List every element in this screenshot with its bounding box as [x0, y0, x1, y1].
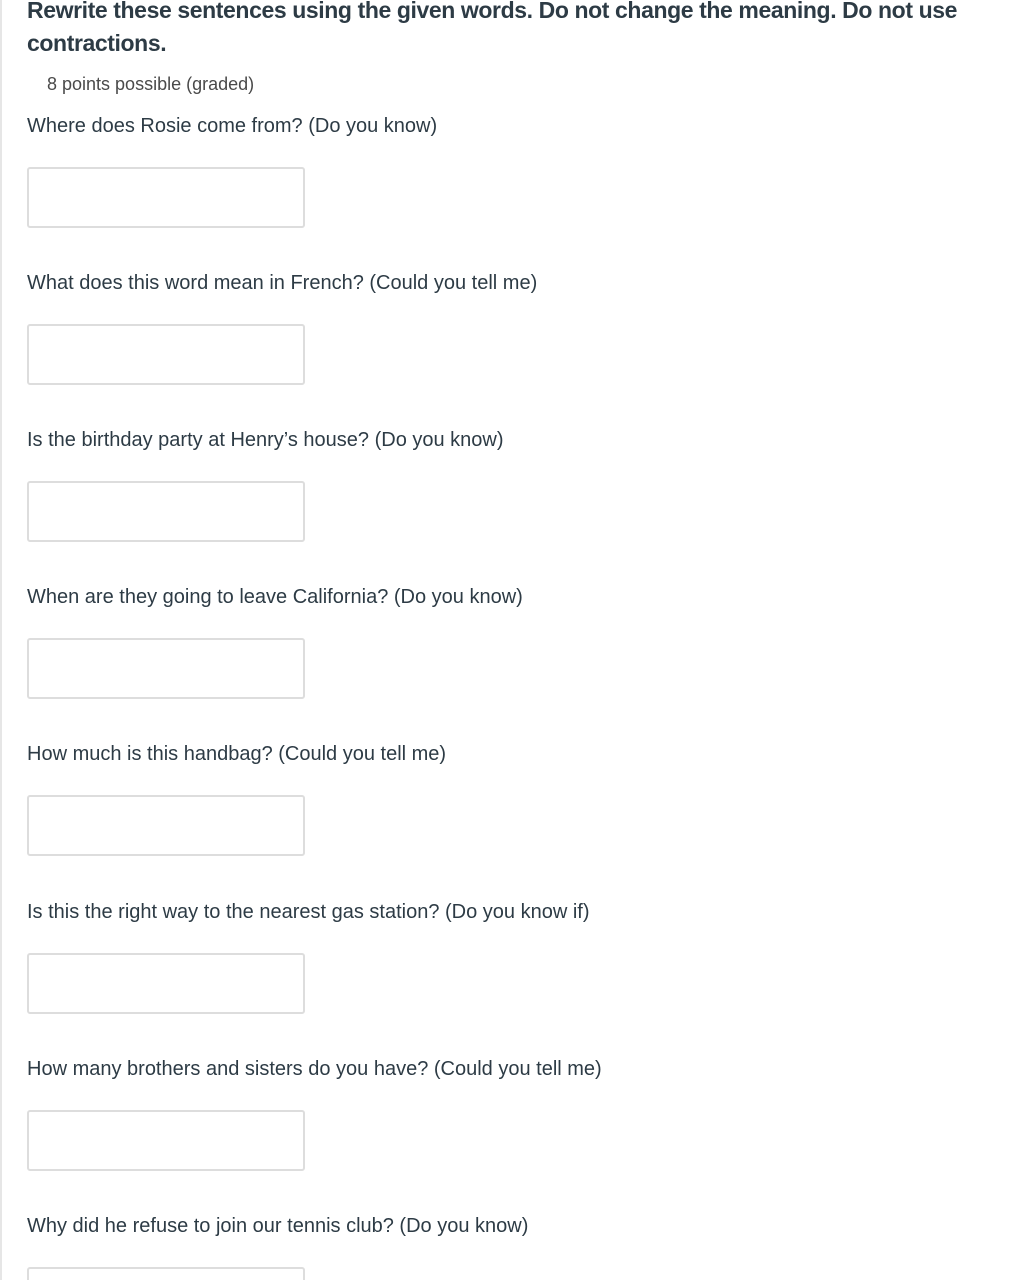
question-4: [27, 585, 927, 699]
problem-instructions: Rewrite these sentences using the given words. Do not change the meaning. Do not use contractions.: [27, 0, 958, 56]
question-6: [27, 900, 927, 1014]
answer-input-8[interactable]: [27, 1267, 305, 1280]
question-text: How much is this handbag? (Could you tell me): [27, 743, 447, 765]
question-text: Is the birthday party at Henry’s house? (Do you know): [27, 429, 504, 451]
answer-input-2[interactable]: [27, 324, 305, 385]
left-border: [0, 0, 2, 1280]
question-2: [27, 271, 927, 385]
question-5: [27, 742, 927, 856]
answer-input-6[interactable]: [27, 953, 305, 1014]
question-1: [27, 114, 927, 228]
answer-input-4[interactable]: [27, 638, 305, 699]
question-text: What does this word mean in French? (Could you tell me): [27, 272, 538, 294]
question-text: When are they going to leave California? (Do you know): [27, 586, 523, 608]
answer-input-7[interactable]: [27, 1110, 305, 1171]
answer-input-5[interactable]: [27, 795, 305, 856]
answer-input-3[interactable]: [27, 481, 305, 542]
question-7: [27, 1057, 927, 1171]
question-3: [27, 428, 927, 542]
problem-container: [27, 0, 987, 1237]
question-text: Why did he refuse to join our tennis club? (Do you know): [27, 1215, 529, 1237]
answer-input-1[interactable]: [27, 167, 305, 228]
question-text: Is this the right way to the nearest gas station? (Do you know if): [27, 901, 590, 923]
question-8: [27, 1214, 927, 1280]
points-possible: 8 points possible (graded): [47, 74, 255, 94]
question-text: Where does Rosie come from? (Do you know): [27, 115, 438, 137]
question-text: How many brothers and sisters do you have? (Could you tell me): [27, 1058, 602, 1080]
